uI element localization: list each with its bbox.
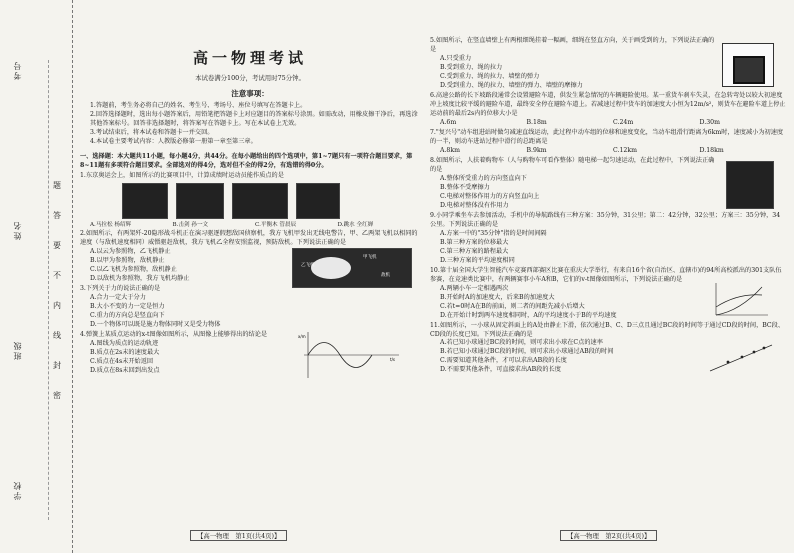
question-9: 9.小同学乘坐车去参加活动，手机中的导航路线有三种方案：35分钟，31公里；第二：42分钟，32公里；方案三：35分钟，34公里。下列说法正确的是 — [430, 211, 781, 228]
seal-char: 封 — [53, 361, 61, 370]
seal-char: 题 — [53, 181, 61, 190]
jet-label: 乙飞机 — [301, 262, 315, 268]
jet-label: 敌机 — [381, 272, 390, 278]
note-item: 1.答题前，考生务必将自己的姓名、考生号、考场号、座位号填写在答题卡上。 — [90, 101, 307, 109]
q1-caption: B.击剑 孙一文 — [172, 221, 209, 228]
question-6: 6.高速公路的长下坡路段通常会设置避险车道，供发生紧急情况的车辆避险使用。某一重货车刹车失灵，在急转弯处以较大初速度冲上坡度比较平缓的避险车道，最终安全停在避险车道上。若减速过程中货车的加速度大小恒为12m/s²，则货车在避险车道上停止运动前的最后2s内的位移大小是 — [430, 91, 786, 117]
seal-char: 内 — [53, 301, 61, 310]
q1-caption: D.跳水 全红婵 — [337, 221, 374, 228]
binding-dashed-line — [48, 60, 49, 520]
q1-image-a — [122, 183, 168, 219]
balance-beam-photo — [232, 183, 288, 219]
q6-option: A.6m — [440, 118, 457, 126]
q8-block — [430, 157, 786, 211]
q5-option: D.受到重力、绳的拉力、墙壁的弹力、墙壁的摩擦力 — [440, 81, 583, 89]
seal-char: 答 — [53, 211, 61, 220]
q11-option: D.不需要其他条件，可直接求出AB段的长度 — [440, 366, 561, 374]
section-heading: 一、选择题：本大题共11小题，每小题4分，共44分。在每小题给出的四个选项中，第1~7题只有一项符合题目要求，第8~11题有多项符合题目要求。全部选对的得4分，选对但不全的得2分，有选错的得0分。 — [80, 152, 413, 169]
diving-photo — [296, 183, 340, 219]
seal-char: 不 — [53, 271, 61, 280]
q5-option: A.只受重力 — [440, 54, 472, 62]
q2-option: B.以甲为参照物，敌机静止 — [90, 256, 165, 264]
seal-char: 要 — [53, 241, 61, 250]
xuexiao-label: 学校 — [13, 480, 22, 500]
kaohao-label: 考号 — [13, 60, 22, 80]
q4-xt-graph — [294, 330, 404, 380]
q1-captions — [80, 221, 420, 229]
q10-option: B.开始时A的加速度大，后来B的加速度大 — [440, 293, 555, 301]
hanging-picture-figure — [722, 43, 774, 87]
q7-option: C.12km — [613, 146, 637, 154]
q1-images — [122, 183, 420, 219]
question-2: 2.如图所示，有两架歼-20隐形战斗机正在演习驱逐假想敌国侦察机，我方飞机甲发出无线电警告，甲、乙两架飞机以相同的速度（与敌机速度相同）威慑驱赶敌机，我方飞机乙全程安照监视，预防敌机。下列说法正确的是 — [80, 229, 418, 246]
question-7: 7."复兴号"动车组进站时做匀减速直线运动，此过程中动车组的位移和速度变化，当动车组滑行距离为6km时，速度减小为初速度的一半，则动车进站过程中滑行的总距离是 — [430, 128, 784, 145]
q9-option: D.三种方案的平均速度相同 — [440, 256, 515, 264]
q11-option: A.若已知小球通过BC段的时间，则可求出小球在C点的速率 — [440, 339, 603, 347]
q1-image-b — [176, 183, 224, 219]
q3-option: C.重力的方向总是竖直向下 — [90, 311, 165, 319]
q2-option: A.以云为参照物，乙飞机静止 — [90, 247, 171, 255]
q6-option: B.18m — [526, 118, 547, 126]
q4-option: D.质点在8s末回到出发点 — [90, 366, 160, 374]
question-8: 8.如图所示，人扶着购物车（人与购物车可看作整体）随电梯一起匀速运动，在此过程中，下列说法正确的是 — [430, 156, 715, 173]
svg-text:x/m: x/m — [298, 333, 306, 339]
q4-option: A.图线为质点的运动轨迹 — [90, 339, 159, 347]
left-column — [80, 36, 420, 376]
q10-block — [430, 285, 786, 321]
q2-option: C.以乙飞机为参照物，敌机静止 — [90, 265, 177, 273]
q8-option: D.电梯对整体没有作用力 — [440, 201, 509, 209]
q7-option: B.9km — [526, 146, 547, 154]
q10-vt-graph — [710, 281, 770, 319]
q11-option: B.若已知小球通过BC段的时间，则可求出小球通过AB段的时间 — [440, 348, 614, 356]
q5-option: B.受到重力、绳的拉力 — [440, 63, 503, 71]
q6-option: C.24m — [613, 118, 634, 126]
q5-block — [430, 37, 786, 91]
question-1: 1.东京奥运会上，如图所示的比赛项目中，计算成绩时运动员能作质点的是 — [80, 171, 284, 179]
q6-option: D.30m — [699, 118, 720, 126]
q10-option: D.在开始计时到两车速度相同时，A的平均速度小于B的平均速度 — [440, 311, 617, 319]
q11-block — [430, 339, 786, 375]
escalator-photo — [726, 161, 774, 209]
question-10: 10.第十届全国大学生智能汽车竞赛西部赛区比赛在重庆大学举行，有来自16个省(自治区、直辖市)的94所高校派出的301支队伍参赛，在竞速类比赛中，有两辆赛事小车A和B，它们的v-t图像如图所示，下列说法正确的是 — [430, 266, 782, 283]
q11-option: C.需要知道其他条件，才可以求出AB段的长度 — [440, 357, 567, 365]
q7-option: A.8km — [440, 146, 460, 154]
q8-option: B.整体不受摩擦力 — [440, 183, 490, 191]
q9-option: B.第三种方案的位移最大 — [440, 238, 509, 246]
q4-option: B.质点在2s末的速度最大 — [90, 348, 160, 356]
q9-option: C.第三种方案的路程最大 — [440, 247, 509, 255]
note-item: 2.回答选择题时，选出每小题答案后，用铅笔把答题卡上对应题目的答案标号涂黑。如需改动，用橡皮擦干净后，再选涂其他答案标号。回答非选择题时，将答案写在答题卡上。写在本试卷上无效。 — [90, 110, 418, 127]
xingming-label: 姓名 — [13, 220, 22, 240]
exam-title: 高一物理考试 — [192, 49, 307, 67]
q11-incline-figure — [708, 337, 774, 373]
svg-text:t/s: t/s — [390, 356, 395, 362]
binding-margin — [0, 0, 73, 553]
q7-option: D.18km — [699, 146, 724, 154]
picture-frame — [733, 56, 765, 84]
note-item: 4.本试卷主要考试内容：人教版必修第一册第一章至第三章。 — [90, 137, 257, 145]
q5-option: C.受到重力、绳的拉力、墙壁的弹力 — [440, 72, 540, 80]
page-footer-left: 【高一物理 第1页(共4页)】 — [190, 530, 287, 541]
q1-caption: C.平衡木 管晨辰 — [255, 221, 297, 228]
q1-image-c — [232, 183, 288, 219]
jets-photo — [292, 248, 412, 288]
q8-option: A.整体所受重力的方向竖直向下 — [440, 174, 527, 182]
q3-option: B.大小不变的力一定是恒力 — [90, 302, 165, 310]
page-footer-right: 【高一物理 第2页(共4页)】 — [560, 530, 657, 541]
q10-option: C.若t=0时A在B的前面，则二者的间距先减小后增大 — [440, 302, 585, 310]
note-item: 3.考试结束后，将本试卷和答题卡一并交回。 — [90, 128, 214, 136]
q1-image-d — [296, 183, 340, 219]
q8-option: C.电梯对整体作用力的方向竖直向上 — [440, 192, 540, 200]
banji-label: 班级 — [13, 340, 22, 360]
seal-char: 密 — [53, 391, 61, 400]
q1-caption: A.马拉松 杨绍辉 — [90, 221, 132, 228]
exam-subtitle: 本试卷满分100分，考试用时75分钟。 — [195, 73, 305, 82]
q3-option: D.一个物体可以既是施力物体同时又是受力物体 — [90, 320, 221, 328]
q2-option: D.以敌机为参照物，我方飞机均静止 — [90, 274, 190, 282]
q9-option: A.方案一中的"35分钟"指的是时间间隔 — [440, 229, 547, 237]
q2-block — [80, 248, 420, 284]
right-column — [430, 36, 786, 375]
question-4: 4.弹簧上某质点运动的x-t图像如图所示，从图像上能够得出的结论是 — [80, 330, 268, 338]
marathon-photo — [122, 183, 168, 219]
cloud-shape — [311, 257, 351, 279]
jet-label: 甲飞机 — [363, 254, 377, 260]
question-11: 11.如图所示，一小球从固定斜面上的A处由静止下滑，依次通过B、C、D三点且通过BC段的时间等于通过CD段的时间，BC段、CD段的长度已知。下列说法正确的是 — [430, 321, 785, 338]
q10-option: A.两辆小车一定相遇两次 — [440, 284, 509, 292]
q7-options — [430, 147, 786, 156]
question-5: 5.如图所示，在竖直墙壁上有两根细绳挂着一幅画，细绳在竖直方向，关于画受到的力，下列说法正确的是 — [430, 37, 715, 53]
q6-options — [430, 119, 786, 128]
fencing-photo — [176, 183, 224, 219]
seal-char: 线 — [53, 331, 61, 340]
q4-option: C.质点在4s末开始返回 — [90, 357, 154, 365]
notes-heading: 注意事项： — [231, 89, 269, 99]
question-3: 3.下列关于力的说法正确的是 — [80, 284, 161, 292]
q3-option: A.合力一定大于分力 — [90, 293, 146, 301]
